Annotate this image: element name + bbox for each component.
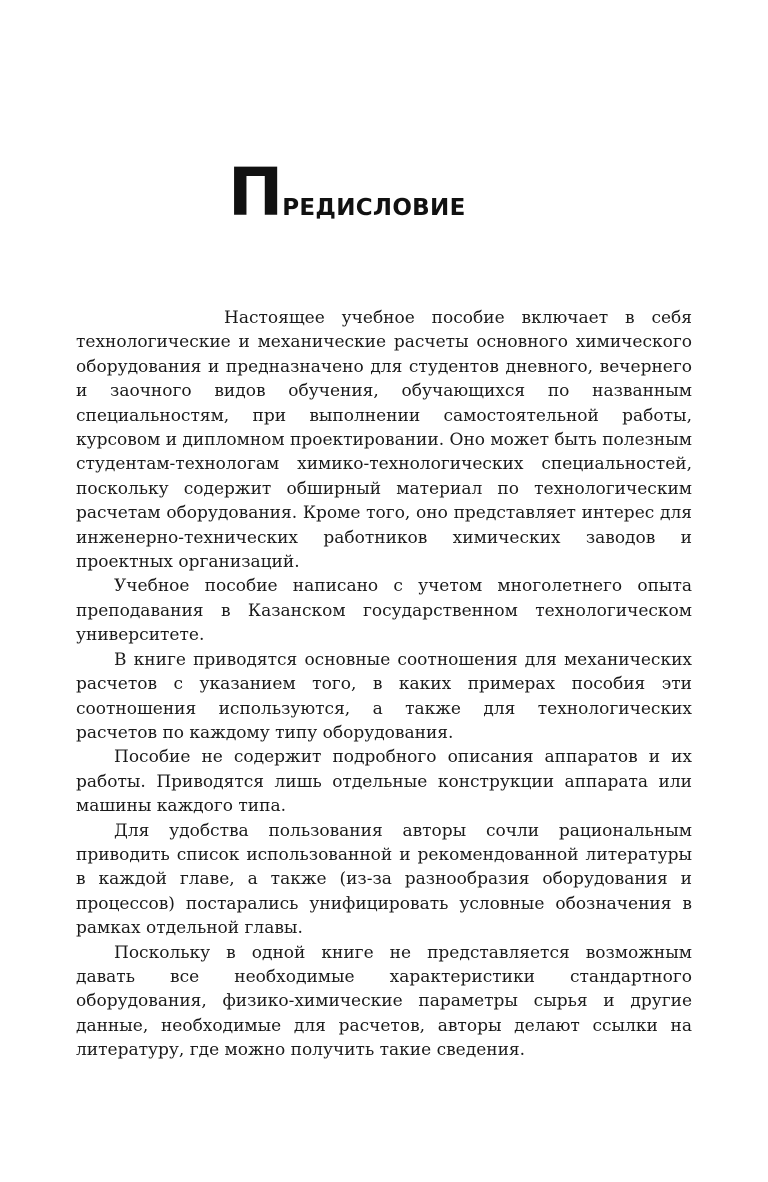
paragraph-1: Настоящее учебное пособие включает в себя технологические и механические расчеты основного химического оборудования и предназначено для студентов дневного, вечернего и заочного видов обучения, обучающихся по названным специальностям, при выполнении самостоятельной работы, курсовом и дипломном проектировании. Оно может быть полезным студентам-технологам химико-технологических специальностей, поскольку содержит обширный материал по технологическим расчетам оборудования. Кроме того, оно представляет интерес для инженерно-технических работников химических заводов и проектных организаций. (76, 308, 692, 573)
paragraph-5: Для удобства пользования авторы сочли рациональным приводить список использованной и рекомендованной литературы в каждой главе, а также (из-за разнообразия оборудования и процессов) постарались унифицировать условные обозначения в рамках отдельной главы. (76, 820, 692, 939)
heading-initial-letter: П (228, 154, 283, 231)
paragraph-6: Поскольку в одной книге не представляется возможным давать все необходимые характеристики стандартного оборудования, физико-химические параметры сырья и другие данные, необходимые для расчетов, авторы делают ссылки на литературу, где можно получить такие сведения. (76, 942, 692, 1061)
paragraph-2: Учебное пособие написано с учетом многолетнего опыта преподавания в Казанском государственном технологическом университете. (76, 576, 692, 646)
paragraph-4: Пособие не содержит подробного описания аппаратов и их работы. Приводятся лишь отдельные конструкции аппарата или машины каждого типа. (76, 747, 692, 817)
chapter-heading (228, 154, 466, 231)
preface-body (76, 306, 692, 1063)
paragraph-3: В книге приводятся основные соотношения для механических расчетов с указанием того, в каких примерах пособия эти соотношения используются, а также для технологических расчетов по каждому типу оборудования. (76, 649, 692, 743)
heading-rest: РЕДИСЛОВИЕ (282, 195, 466, 221)
